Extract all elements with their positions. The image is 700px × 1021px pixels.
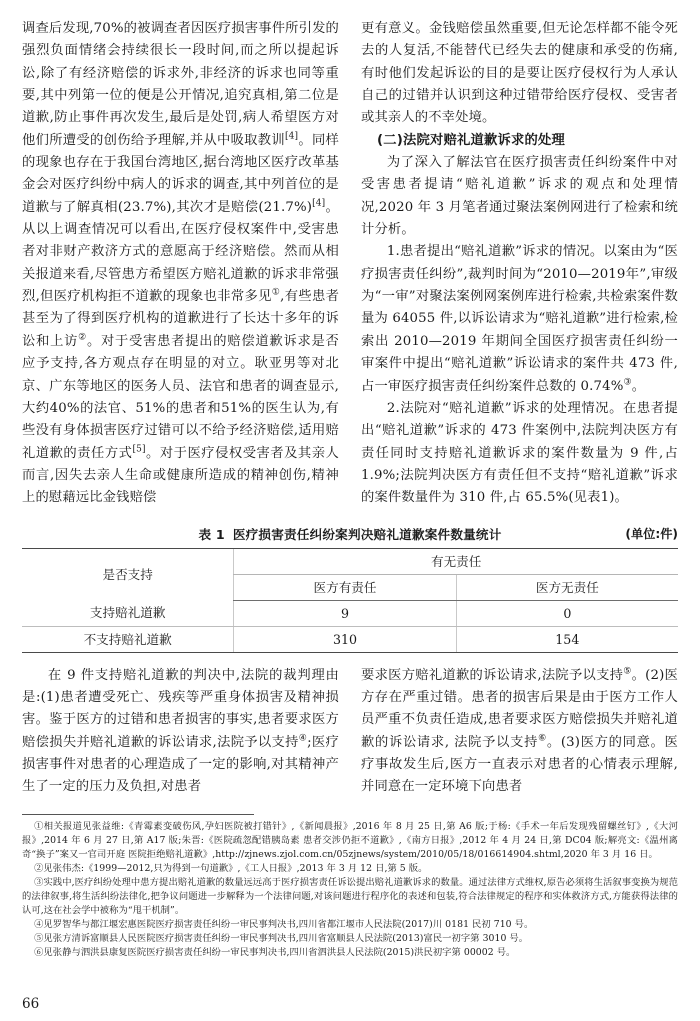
table-1-number: 表 1 — [198, 526, 225, 542]
footnote-ref-2: ② — [78, 332, 87, 343]
footnote-ref-1: ① — [271, 287, 281, 298]
footnote-ref-4: ④ — [298, 733, 308, 744]
paragraph-text: 1.患者提出“赔礼道歉”诉求的情况。以案由为“医疗损害责任纠纷”,裁判时间为“2010—2019年”,审级为“一审”对聚法案例网案例库进行检索,共检索案件数量为 64055 件,以诉讼请求为“赔礼道歉”进行检索,检索出 2010—2019 年期间全国医疗损害责任纠纷一审案件中提出“赔礼道歉”诉讼请求的案件共 473 件,占一审医疗损害责任纠纷案件总数的 0.74% — [361, 244, 678, 394]
footnote-ref-5: [5] — [132, 444, 146, 455]
table-row-header-label: 是否支持 — [22, 548, 234, 600]
footnote-item: ③实践中,医疗纠纷处理中患方提出赔礼道歉的数量远远高于医疗损害责任诉讼提出赔礼道歉诉求的数量。通过法律方式维权,原告必须将生活叙事变换为规范的法律叙事,将生活纠纷法律化,把争议问题进一步解释为一个法律问题,对该问题进行程序化的表述和包装,符合法律规定的程序和实体救济方式,方能获得法律的认可,这在社会学中被称为“甩干机制”。 — [22, 877, 678, 917]
table-row — [22, 600, 678, 626]
paragraph-text: ;医疗损害事件对患者的心理造成了一定的影响,对其精神产生了一定的压力及负担,对患者 — [22, 734, 339, 795]
right-column-paragraph-4: 2.法院对“赔礼道歉”诉求的处理情况。在患者提出“赔礼道歉”诉求的 473 件案例中,法院判决医方有责任同时支持赔礼道歉诉求的案件数量为 9 件,占1.9%;法院判决医方有责任但不支持“赔礼道歉”诉求的案件数量件为 310 件,占 65.5%(见表1)。 — [361, 400, 678, 506]
left-column-flow — [22, 18, 339, 510]
table-col-header-1: 医方无责任 — [456, 574, 678, 600]
paragraph-text: 在 9 件支持赔礼道歉的判决中,法院的裁判理由是:(1)患者遭受死亡、残疾等严重身体损害及精神损害。鉴于医方的过错和患者损害的事实,患者要求医方赔偿损失并赔礼道歉的诉讼请求,法院予以支持 — [22, 667, 339, 750]
paragraph-text: 。从以上调查情况可以看出,在医疗侵权案件中,受害患者对非财产救济方式的意愿高于经济赔偿。然而从相关报道来看,尽管患方希望医方赔礼道歉的诉求非常强烈,但医疗机构拒不道歉的现象也非常多见 — [22, 199, 339, 305]
table-cell-1-1: 154 — [456, 626, 678, 652]
table-1-caption — [22, 524, 678, 545]
below-table-right-paragraph — [361, 665, 678, 799]
top-two-column-region — [22, 18, 678, 510]
table-1-title: 医疗损害责任纠纷案判决赔礼道歉案件数量统计 — [232, 526, 502, 542]
footnote-item: ⑥见张静与泗洪县康复医院医疗损害责任纠纷一审民事判决书,四川省泗洪县人民法院(2015)洪民初字第 00002 号。 — [34, 947, 516, 959]
table-col-header-0: 医方有责任 — [234, 574, 456, 600]
section-subheading: (二)法院对赔礼道歉诉求的处理 — [376, 132, 565, 148]
right-column-paragraph-2: 为了深入了解法官在医疗损害责任纠纷案件中对受害患者提请“赔礼道歉”诉求的观点和处理情况,2020 年 3 月笔者通过聚法案例网进行了检索和统计分析。 — [361, 155, 678, 238]
below-table-left-column — [22, 665, 339, 799]
footnote-ref-5b: ⑤ — [623, 666, 632, 677]
table-row-label-0: 支持赔礼道歉 — [22, 600, 234, 626]
footnote-item: ④见罗智华与都江堰宏惠医院医疗损害责任纠纷一审民事判决书,四川省都江堰市人民法院(2017)川 0181 民初 710 号。 — [34, 919, 534, 931]
table-header-row-group — [22, 548, 678, 574]
footnote-ref-3: ③ — [623, 377, 632, 388]
paragraph-text: 。(3)医方的同意。医疗事故发生后,医方一直表示对患者的心情表示理解,并同意在一定环境下向患者 — [361, 734, 678, 795]
table-cell-1-0: 310 — [234, 626, 456, 652]
footnotes-section — [22, 814, 678, 961]
footnote-item: ⑤见张方清诉富顺县人民医院医疗损害责任纠纷一审民事判决书,四川省富顺县人民法院(2013)富民一初字第 3010 号。 — [34, 933, 529, 945]
page-number: 66 — [22, 996, 40, 1012]
footnote-ref-4b: [4] — [312, 198, 326, 209]
table-group-header: 有无责任 — [234, 548, 678, 574]
paragraph-text: 要求医方赔礼道歉的诉讼请求,法院予以支持 — [361, 667, 624, 683]
paragraph-text: 调查后发现,70%的被调查者因医疗损害事件所引发的强烈负面情绪会持续很长一段时间,而之所以提起诉讼,除了有经济赔偿的诉求外,非经济的诉求也同等重要,其中列第一位的便是公开情况,追究真相,第二位是道歉,防止事件再次发生,最后是处罚,病人希望医方对他们所遭受的创伤给予理解,并从中吸取教训 — [22, 21, 339, 148]
footnote-ref-6: ⑥ — [538, 733, 547, 744]
right-column — [361, 18, 678, 510]
left-column — [22, 18, 339, 510]
paragraph-text: 。 — [631, 378, 646, 394]
paragraph-text: ,有些患者甚至为了得到医疗机构的道歉进行了长达十多年的诉讼和上访 — [22, 289, 340, 349]
right-column-paragraph-1: 更有意义。金钱赔偿虽然重要,但无论怎样都不能令死去的人复活,不能替代已经失去的健康和承受的伤痛,有时他们发起诉讼的目的是要让医疗侵权行为人承认自己的过错并认识到这种过错带给医疗侵权、受害者或其亲人的不幸处境。 — [361, 21, 678, 126]
footnote-item: ①相关报道见张益维:《青霉素变破伤风,孕妇医院被打错针》,《新闻晨报》,2016 年 8 月 25 日,第 A6 版;于杨:《手术一年后发现残留螺丝钉》,《大河报》,2014 年 6 月 27 日,第 A17 版;朱晋:《医院疏忽配错胰岛素 患者交涉仍拒不道歉》,《南方日报》,2012 年 4 月 24 日,第 DC04 版;解亮文:《温州离奇“换子”案又一官司开庭 医院拒绝赔礼道歉》,http://zjnews.zjol.com.cn/05zjnews/system/2010/05/18/016614904.shtml,2020 年 3 月 16 日。 — [22, 820, 678, 860]
footnote-item: ②见张伟杰:《1999—2012,只为得到一句道歉》,《工人日报》,2013 年 3 月 12 日,第 5 版。 — [34, 862, 428, 874]
table-1 — [22, 548, 678, 653]
table-1-unit-label: (单位:件) — [625, 526, 678, 541]
table-1-caption-row — [22, 524, 678, 545]
below-table-two-column-region — [22, 665, 678, 799]
table-cell-0-0: 9 — [234, 600, 456, 626]
paragraph-text: 。同样的现象也存在于我国台湾地区,据台湾地区医疗改革基金会对医疗纠纷中病人的诉求的调查,其中列首位的是道歉与了解真相(23.7%),其次才是赔偿(21.7%) — [22, 132, 339, 215]
paragraph-text: 。(2)医方存在严重过错。患者的损害后果是由于医方工作人员严重不负责任造成,患者要求医方赔偿损失并赔礼道歉的诉讼请求, 法院予以支持 — [361, 667, 678, 750]
paragraph-text: 。对于医疗侵权受害者及其亲人而言,因失去亲人生命或健康所造成的精神创伤,精神上的慰藉远比金钱赔偿 — [22, 445, 339, 506]
footnote-separator-rule — [22, 814, 254, 815]
table-1-block — [22, 524, 678, 653]
table-cell-0-1: 0 — [456, 600, 678, 626]
footnote-ref-4a: [4] — [284, 131, 299, 142]
table-row — [22, 626, 678, 652]
below-table-right-column — [361, 665, 678, 799]
paragraph-text: 。对于受害患者提出的赔偿道歉诉求是否应予支持,各方观点存在明显的对立。耿亚男等对北京、广东等地区的医务人员、法官和患者的调查显示,大约40%的法官、51%的患者和51%的医生认为,有些没有身体损害医疗过错可以不给予经济赔偿,适用赔礼道歉的责任方式 — [22, 333, 339, 461]
table-row-label-1: 不支持赔礼道歉 — [22, 626, 234, 652]
below-table-left-paragraph — [22, 665, 339, 799]
right-column-paragraph-3 — [361, 241, 678, 397]
